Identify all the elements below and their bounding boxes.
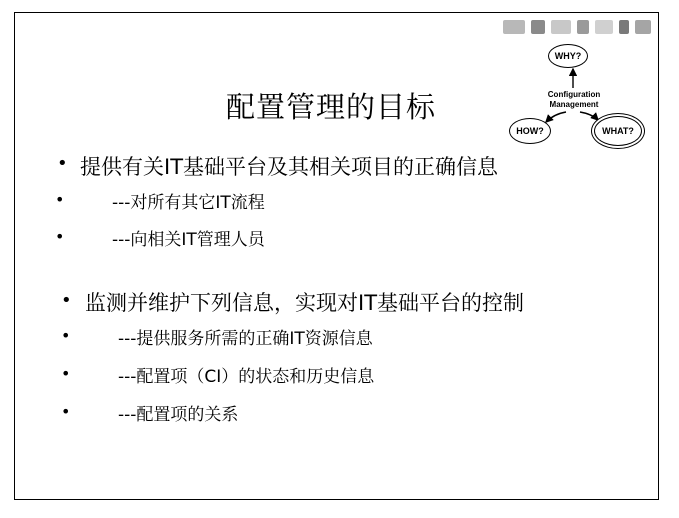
why-node: WHY? (548, 44, 588, 68)
section2-sub-item: ---配置项的关系 (118, 405, 239, 425)
section2-main-bullet: 监测并维护下列信息，实现对IT基础平台的控制 (85, 291, 525, 315)
configuration-management-diagram (494, 40, 644, 150)
section1-main-bullet: 提供有关IT基础平台及其相关项目的正确信息 (80, 155, 499, 179)
configuration-management-label: Configuration Management (547, 90, 601, 109)
bullet-marker: • (61, 402, 71, 421)
slide-title: 配置管理的目标 (226, 90, 437, 124)
what-node: WHAT? (594, 116, 642, 146)
section2-sub-item: ---提供服务所需的正确IT资源信息 (118, 329, 373, 349)
section2-sub-item: ---配置项（CI）的状态和历史信息 (118, 367, 375, 387)
bullet-marker: • (57, 153, 68, 174)
bullet-marker: • (55, 227, 65, 246)
bullet-marker: • (55, 190, 65, 209)
section1-sub-item: ---对所有其它IT流程 (112, 193, 265, 213)
bullet-marker: • (61, 364, 71, 383)
blurred-header-strip (493, 12, 659, 38)
bullet-marker: • (61, 326, 71, 345)
bullet-marker: • (61, 290, 72, 311)
how-node: HOW? (509, 118, 551, 144)
section1-sub-item: ---向相关IT管理人员 (112, 230, 265, 250)
